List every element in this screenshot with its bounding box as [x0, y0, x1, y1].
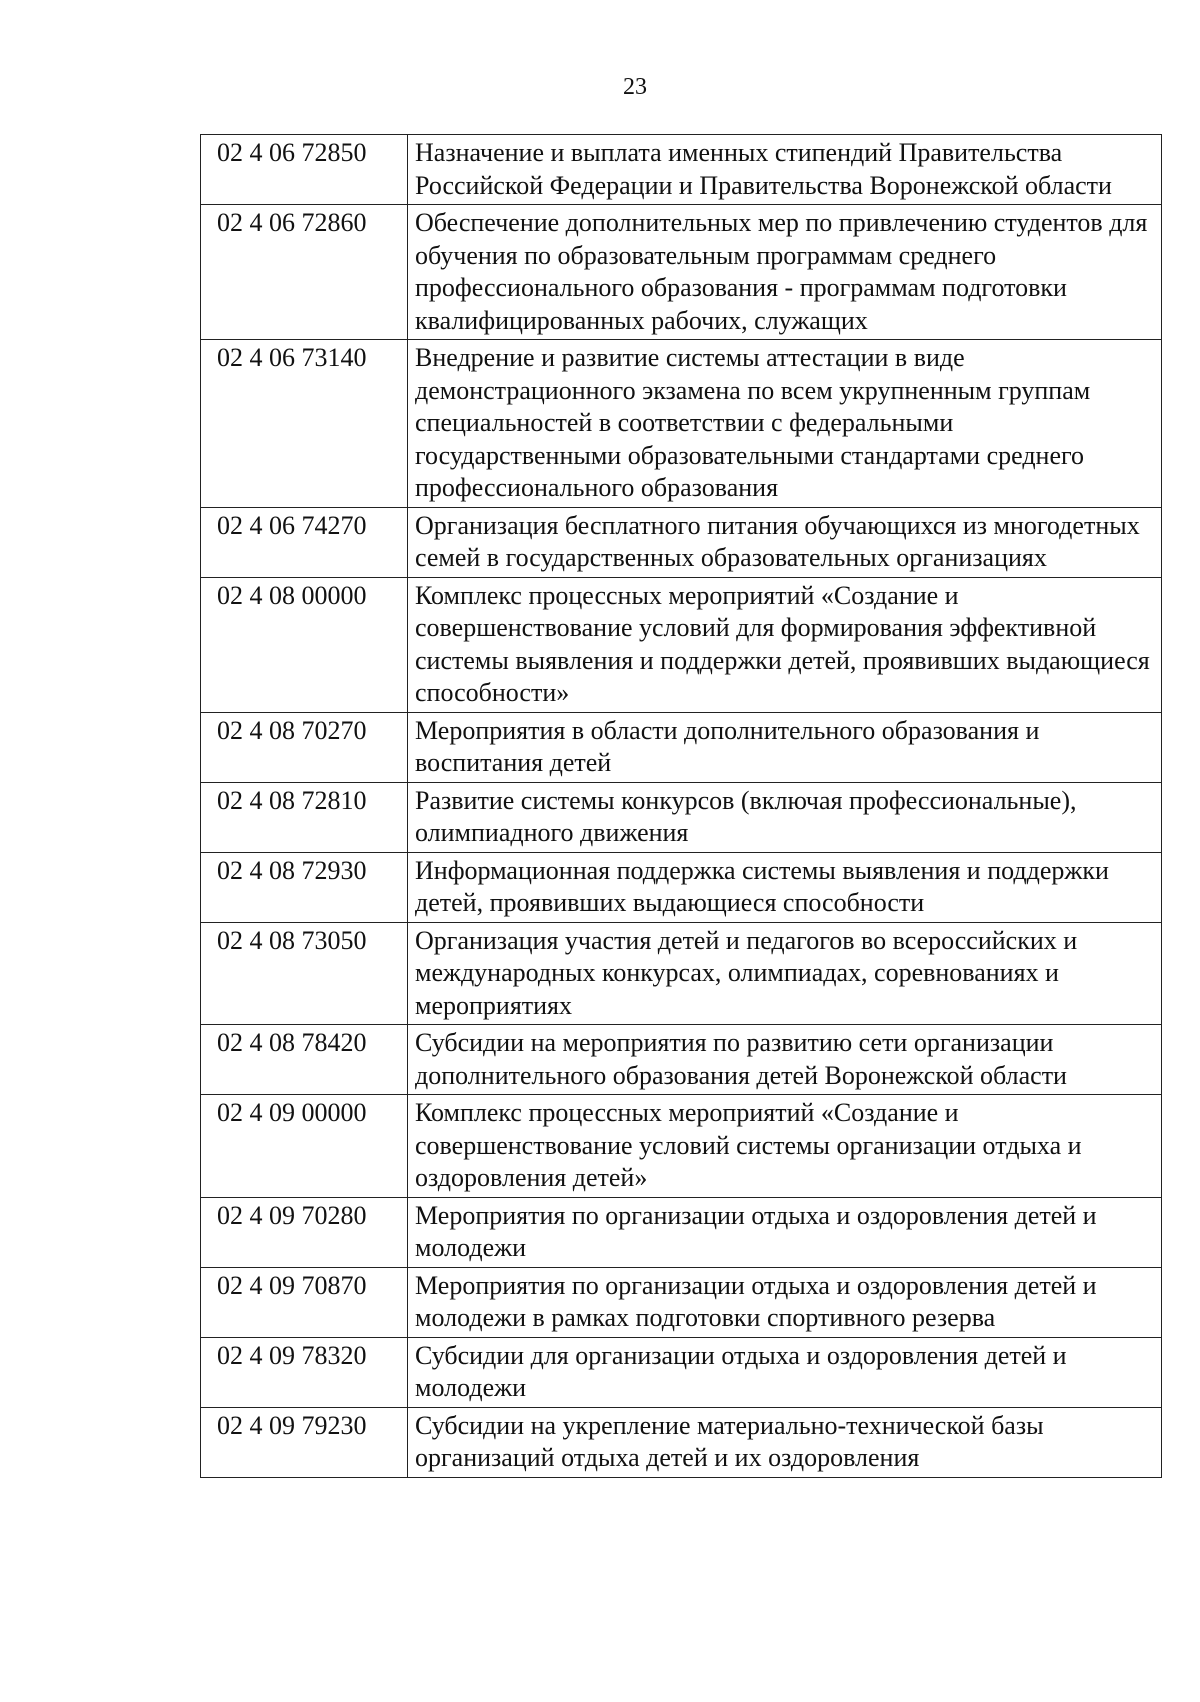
row-description: Организация бесплатного питания обучающихся из многодетных семей в государственных образовательных организациях	[408, 507, 1162, 577]
table-row	[201, 1407, 1162, 1477]
table-row	[201, 135, 1162, 205]
row-code: 02 4 06 72850	[201, 135, 408, 205]
page-number: 23	[623, 74, 647, 100]
row-description: Обеспечение дополнительных мер по привлечению студентов для обучения по образовательным программам среднего профессионального образования - программам подготовки квалифицированных рабочих, служащих	[408, 205, 1162, 340]
table-row	[201, 782, 1162, 852]
table-row	[201, 1095, 1162, 1198]
row-description: Субсидии для организации отдыха и оздоровления детей и молодежи	[408, 1337, 1162, 1407]
row-code: 02 4 06 74270	[201, 507, 408, 577]
row-code: 02 4 06 73140	[201, 340, 408, 508]
table-body	[201, 135, 1162, 1478]
row-description: Информационная поддержка системы выявления и поддержки детей, проявивших выдающиеся способности	[408, 852, 1162, 922]
row-description: Субсидии на мероприятия по развитию сети организации дополнительного образования детей Воронежской области	[408, 1025, 1162, 1095]
table-row	[201, 1337, 1162, 1407]
table-row	[201, 507, 1162, 577]
table-row	[201, 712, 1162, 782]
row-code: 02 4 08 72930	[201, 852, 408, 922]
row-description: Мероприятия по организации отдыха и оздоровления детей и молодежи в рамках подготовки спортивного резерва	[408, 1267, 1162, 1337]
table-row	[201, 1025, 1162, 1095]
row-code: 02 4 08 73050	[201, 922, 408, 1025]
table-row	[201, 205, 1162, 340]
row-code: 02 4 08 72810	[201, 782, 408, 852]
table-row	[201, 1197, 1162, 1267]
table-row	[201, 577, 1162, 712]
row-description: Мероприятия в области дополнительного образования и воспитания детей	[408, 712, 1162, 782]
row-code: 02 4 08 70270	[201, 712, 408, 782]
row-code: 02 4 09 78320	[201, 1337, 408, 1407]
table-row	[201, 852, 1162, 922]
row-code: 02 4 08 00000	[201, 577, 408, 712]
row-description: Внедрение и развитие системы аттестации в виде демонстрационного экзамена по всем укрупненным группам специальностей в соответствии с федеральными государственными образовательными стандартами среднего профессионального образования	[408, 340, 1162, 508]
row-code: 02 4 06 72860	[201, 205, 408, 340]
row-code: 02 4 09 70870	[201, 1267, 408, 1337]
row-description: Мероприятия по организации отдыха и оздоровления детей и молодежи	[408, 1197, 1162, 1267]
row-code: 02 4 09 00000	[201, 1095, 408, 1198]
row-code: 02 4 09 79230	[201, 1407, 408, 1477]
row-description: Субсидии на укрепление материально-технической базы организаций отдыха детей и их оздоровления	[408, 1407, 1162, 1477]
row-code: 02 4 09 70280	[201, 1197, 408, 1267]
table-row	[201, 1267, 1162, 1337]
table-row	[201, 922, 1162, 1025]
row-description: Комплекс процессных мероприятий «Создание и совершенствование условий системы организации отдыха и оздоровления детей»	[408, 1095, 1162, 1198]
row-code: 02 4 08 78420	[201, 1025, 408, 1095]
table-row	[201, 340, 1162, 508]
row-description: Назначение и выплата именных стипендий Правительства Российской Федерации и Правительства Воронежской области	[408, 135, 1162, 205]
row-description: Организация участия детей и педагогов во всероссийских и международных конкурсах, олимпиадах, соревнованиях и мероприятиях	[408, 922, 1162, 1025]
budget-codes-table	[200, 134, 1162, 1478]
row-description: Комплекс процессных мероприятий «Создание и совершенствование условий для формирования эффективной системы выявления и поддержки детей, проявивших выдающиеся способности»	[408, 577, 1162, 712]
row-description: Развитие системы конкурсов (включая профессиональные), олимпиадного движения	[408, 782, 1162, 852]
